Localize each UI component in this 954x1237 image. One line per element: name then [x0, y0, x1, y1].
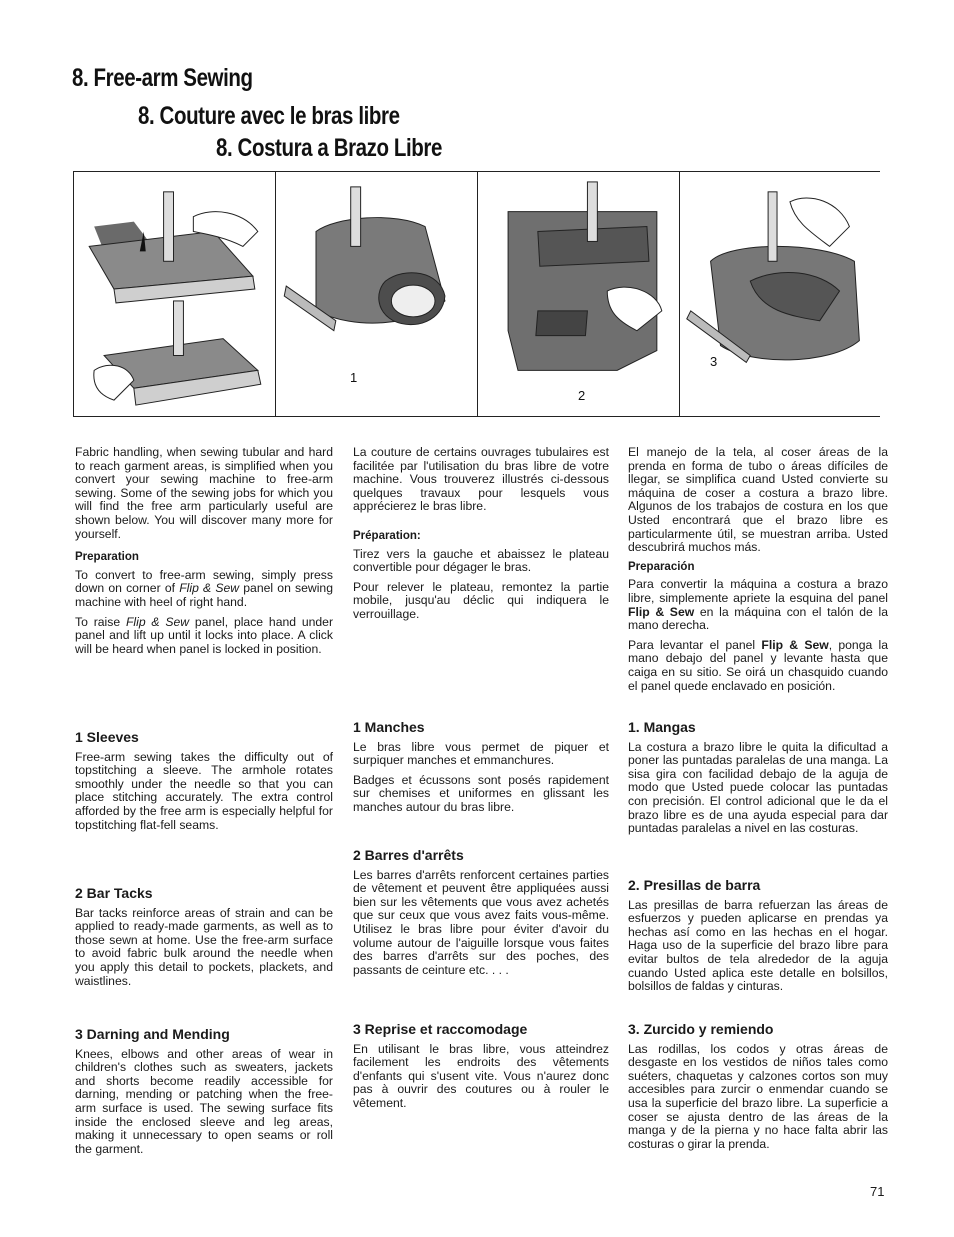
illustration-strip	[73, 171, 880, 417]
en-s2-heading: 2 Bar Tacks	[75, 885, 153, 901]
illustration-darning	[680, 172, 881, 416]
fr-section-reprise	[353, 1023, 609, 1117]
en-prep-heading: Preparation	[75, 551, 139, 564]
es-s3-text: Las rodillas, los codos y otras áreas de desgaste en los vestidos de niños tales como suéters, chaquetas y calzones cortos son muy accesibles para zurcir o enmendar cuando se usa la superficie del brazo libre. La superficie a coser se ajusta dentro de las áreas de la manga y de la pierna y no hace falta abrir las costuras o girar la prenda.	[628, 1041, 888, 1151]
fr-s1-heading: 1 Manches	[353, 719, 425, 735]
title-english: 8. Free-arm Sewing	[72, 64, 253, 92]
fr-intro: La couture de certains ouvrages tubulaires est facilitée par l'utilisation du bras libre de votre machine. Vous trouverez illustrés ci-dessous quelques travaux pour lesquels vous apprécierez le bras libre.	[353, 445, 609, 514]
fr-s3-text: En utilisant le bras libre, vous atteindrez facilement les endroits des vêtements d'enfants qui s'usent vite. Vous n'aurez donc pas à ouvrir des coutures ou à rouler le vêtement.	[353, 1041, 609, 1110]
column-english	[75, 446, 333, 662]
sleeve-illustration	[276, 172, 477, 416]
en-s2-text: Bar tacks reinforce areas of strain and can be applied to ready-made garments, as well as to those sewn at home. Use the free-arm surface to avoid fabric bulk around the needle when you apply this detail to pockets, plackets, and waistlines.	[75, 905, 333, 988]
es-s3-heading: 3. Zurcido y remiendo	[628, 1021, 774, 1037]
fr-s2-text: Les barres d'arrêts renforcent certaines parties de vêtement et peuvent être appliquées aussi bien sur les vêtements que vous avez achetés que sur ceux que vous avez faits vous-même. Utilisez le bras libre pour éviter d'avoir du volume autour de l'aiguille lorsque vous faites des barres d'arrêts sur des poches, des passants de ceinture etc. . . .	[353, 867, 609, 977]
en-s1-heading: 1 Sleeves	[75, 729, 139, 745]
title-french: 8. Couture avec le bras libre	[138, 102, 400, 130]
es-section-zurcido	[628, 1023, 888, 1157]
column-french	[353, 446, 609, 628]
fr-s1-p2: Badges et écussons sont posés rapidement sur chemises et uniformes en glissant les manches autour du bras libre.	[353, 772, 609, 814]
title-spanish: 8. Costura a Brazo Libre	[216, 134, 442, 162]
en-section-darning	[75, 1028, 333, 1162]
en-s1-text: Free-arm sewing takes the difficulty out of topstitching a sleeve. The armhole rotates smoothly under the needle so that you can place stitching accurately. The extra control afforded by the free arm is especially helpful for topstitching flat-fell seams.	[75, 749, 333, 832]
es-section-presillas	[628, 879, 888, 1000]
es-s2-text: Las presillas de barra refuerzan las áreas de esfuerzos y pueden aplicarse en prendas ya hechas así como en las hechas en el hogar. Haga uso de la superficie del brazo libre para evitar bultos de tela alrededor de la aguja cuando Usted aplica este detalle en bolsillos, bolsillos de faldas y cinturas.	[628, 897, 888, 994]
en-intro: Fabric handling, when sewing tubular and hard to reach garment areas, is simplified when you convert your sewing machine to free-arm sewing. Some of the sewing jobs for which you will find the free arm particularly useful are shown below. You will discover many more for yourself.	[75, 445, 333, 541]
darning-illustration	[680, 172, 881, 416]
illustration-bar-tacks	[478, 172, 680, 416]
fr-prep-heading: Préparation:	[353, 529, 421, 542]
fr-s2-heading: 2 Barres d'arrêts	[353, 847, 464, 863]
es-s1-heading: 1. Mangas	[628, 719, 696, 735]
en-section-sleeves	[75, 731, 333, 838]
fr-prep-p1: Tirez vers la gauche et abaissez le plateau convertible pour dégager le bras.	[353, 546, 609, 575]
es-s1-text: La costura a brazo libre le quita la dificultad a poner las puntadas paralelas de una manga. La sisa gira con facilidad debajo de la aguja de modo que Usted puede colocar las puntadas con precisión. El control adicional que le da el brazo libre es de una ayuda especial para dar puntadas paralelas a nivel en las costuras.	[628, 739, 888, 836]
en-s3-heading: 3 Darning and Mending	[75, 1026, 230, 1042]
figure-label-3: 3	[710, 354, 718, 369]
bar-tack-illustration	[478, 172, 679, 416]
figure-label-2: 2	[578, 388, 586, 403]
en-prep-p2: To raise Flip & Sew panel, place hand under panel and lift up until it locks into place. A click will be heard when panel is locked in position.	[75, 614, 334, 656]
sewing-machine-illustration	[74, 172, 275, 416]
en-section-bar-tacks	[75, 887, 333, 994]
fr-section-barres	[353, 849, 609, 983]
illustration-sleeve	[276, 172, 478, 416]
en-prep-p1: To convert to free-arm sewing, simply press down on corner of Flip & Sew panel on sewing machine with heel of right hand.	[75, 567, 333, 609]
en-s3-text: Knees, elbows and other areas of wear in children's clothes such as sweaters, jackets and shorts become readily accessible for darning, mending or patching when the free-arm surface is used. The sewing surface fits inside the enclosed sleeve and leg areas, making it unnecessary to open seams or roll the garment.	[75, 1046, 333, 1156]
es-intro: El manejo de la tela, al coser áreas de la prenda en forma de tubo o áreas difíciles de llegar, se simplifica cuand Usted convierte su máquina de coser a costura a brazo libre. Algunos de los trabajos de costura en los que Usted encontrará que el brazo libre es particularmente útil, se muestran arriba. Usted descubrirá muchos más.	[628, 445, 888, 555]
column-spanish	[628, 446, 888, 699]
es-section-mangas	[628, 721, 888, 842]
es-s2-heading: 2. Presillas de barra	[628, 877, 761, 893]
es-prep-heading: Preparación	[628, 560, 695, 573]
es-prep-p1: Para convertir la máquina a costura a brazo libre, simplemente apriete la esquina del panel Flip & Sew en la máquina con el talón de la mano derecha.	[628, 577, 888, 633]
fr-section-manches	[353, 721, 609, 821]
fr-prep-p2: Pour relever le plateau, remontez la partie mobile, jusqu'au déclic qui indiquera le verrouillage.	[353, 579, 609, 621]
figure-label-1: 1	[350, 370, 358, 385]
fr-s3-heading: 3 Reprise et raccomodage	[353, 1021, 528, 1037]
page-number: 71	[870, 1184, 885, 1199]
es-prep-p2: Para levantar el panel Flip & Sew, ponga la mano debajo del panel y levante hasta que caiga en su sitio. Se oirá un chasquido cuando el panel quede enclavado en posición.	[628, 637, 888, 693]
illustration-flip-panel	[74, 172, 276, 416]
fr-s1-p1: Le bras libre vous permet de piquer et surpiquer manches et emmanchures.	[353, 739, 609, 768]
